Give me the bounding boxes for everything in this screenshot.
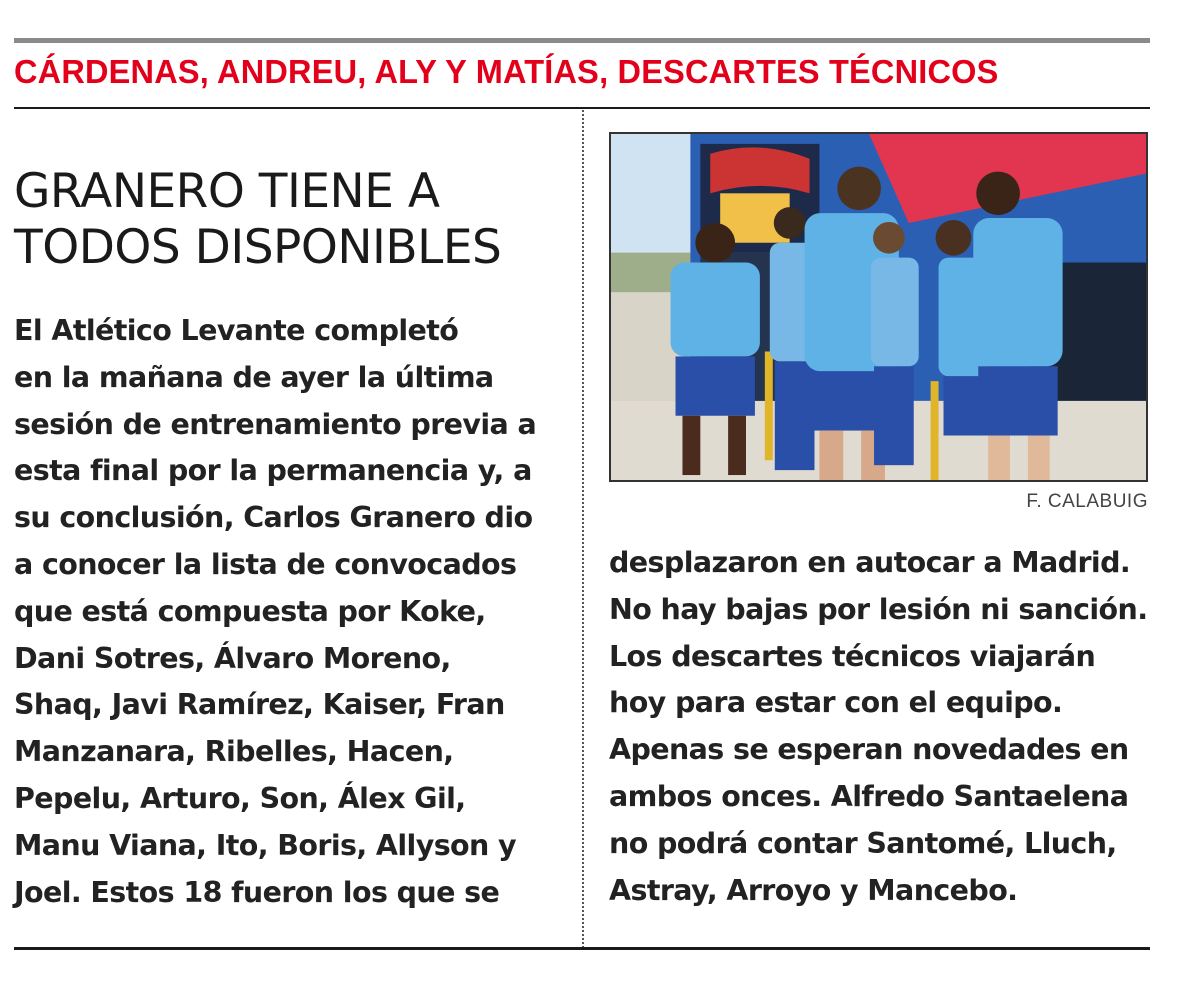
bottom-rule — [14, 947, 1150, 950]
article-line: Joel. Estos 18 fueron los que se — [14, 875, 500, 909]
photo-credit: F. CALABUIG — [1026, 491, 1148, 512]
article-line: a conocer la lista de convocados — [14, 547, 517, 581]
article-line: No hay bajas por lesión ni sanción. — [609, 592, 1148, 626]
article-line: ambos onces. Alfredo Santaelena — [609, 779, 1129, 813]
article-line: Dani Sotres, Álvaro Moreno, — [14, 641, 451, 675]
headline-line-1: GRANERO TIENE A — [14, 164, 440, 219]
article-line: esta final por la permanencia y, a — [14, 454, 532, 488]
article-right-column — [609, 540, 1154, 914]
article-left-column — [14, 308, 574, 916]
section-kicker: CÁRDENAS, ANDREU, ALY Y MATÍAS, DESCARTES TÉCNICOS — [14, 53, 999, 90]
article-line: desplazaron en autocar a Madrid. — [609, 546, 1131, 579]
article-line: Astray, Arroyo y Mancebo. — [609, 873, 1018, 907]
article-line: hoy para estar con el equipo. — [609, 686, 1063, 720]
article-line: que está compuesta por Koke, — [14, 594, 486, 628]
article-line: Shaq, Javi Ramírez, Kaiser, Fran — [14, 688, 505, 722]
headline — [14, 164, 569, 276]
kicker-underline — [14, 107, 1150, 109]
article-line: no podrá contar Santomé, Lluch, — [609, 826, 1117, 860]
article-line: en la mañana de ayer la última — [14, 360, 494, 394]
article-line: su conclusión, Carlos Granero dio — [14, 501, 533, 535]
article-line: Pepelu, Arturo, Son, Álex Gil, — [14, 781, 466, 815]
news-photo — [609, 132, 1148, 482]
article-line: Manzanara, Ribelles, Hacen, — [14, 735, 454, 769]
column-divider — [582, 110, 584, 948]
article-line: sesión de entrenamiento previa a — [14, 407, 537, 441]
top-rule — [14, 38, 1150, 43]
article-line: Los descartes técnicos viajarán — [609, 639, 1096, 673]
photo-players-bus — [611, 134, 1146, 480]
article-line: Manu Viana, Ito, Boris, Allyson y — [14, 828, 517, 862]
article-line: Apenas se esperan novedades en — [609, 733, 1129, 767]
headline-line-2: TODOS DISPONIBLES — [14, 220, 502, 275]
article-line: El Atlético Levante completó — [14, 314, 459, 347]
